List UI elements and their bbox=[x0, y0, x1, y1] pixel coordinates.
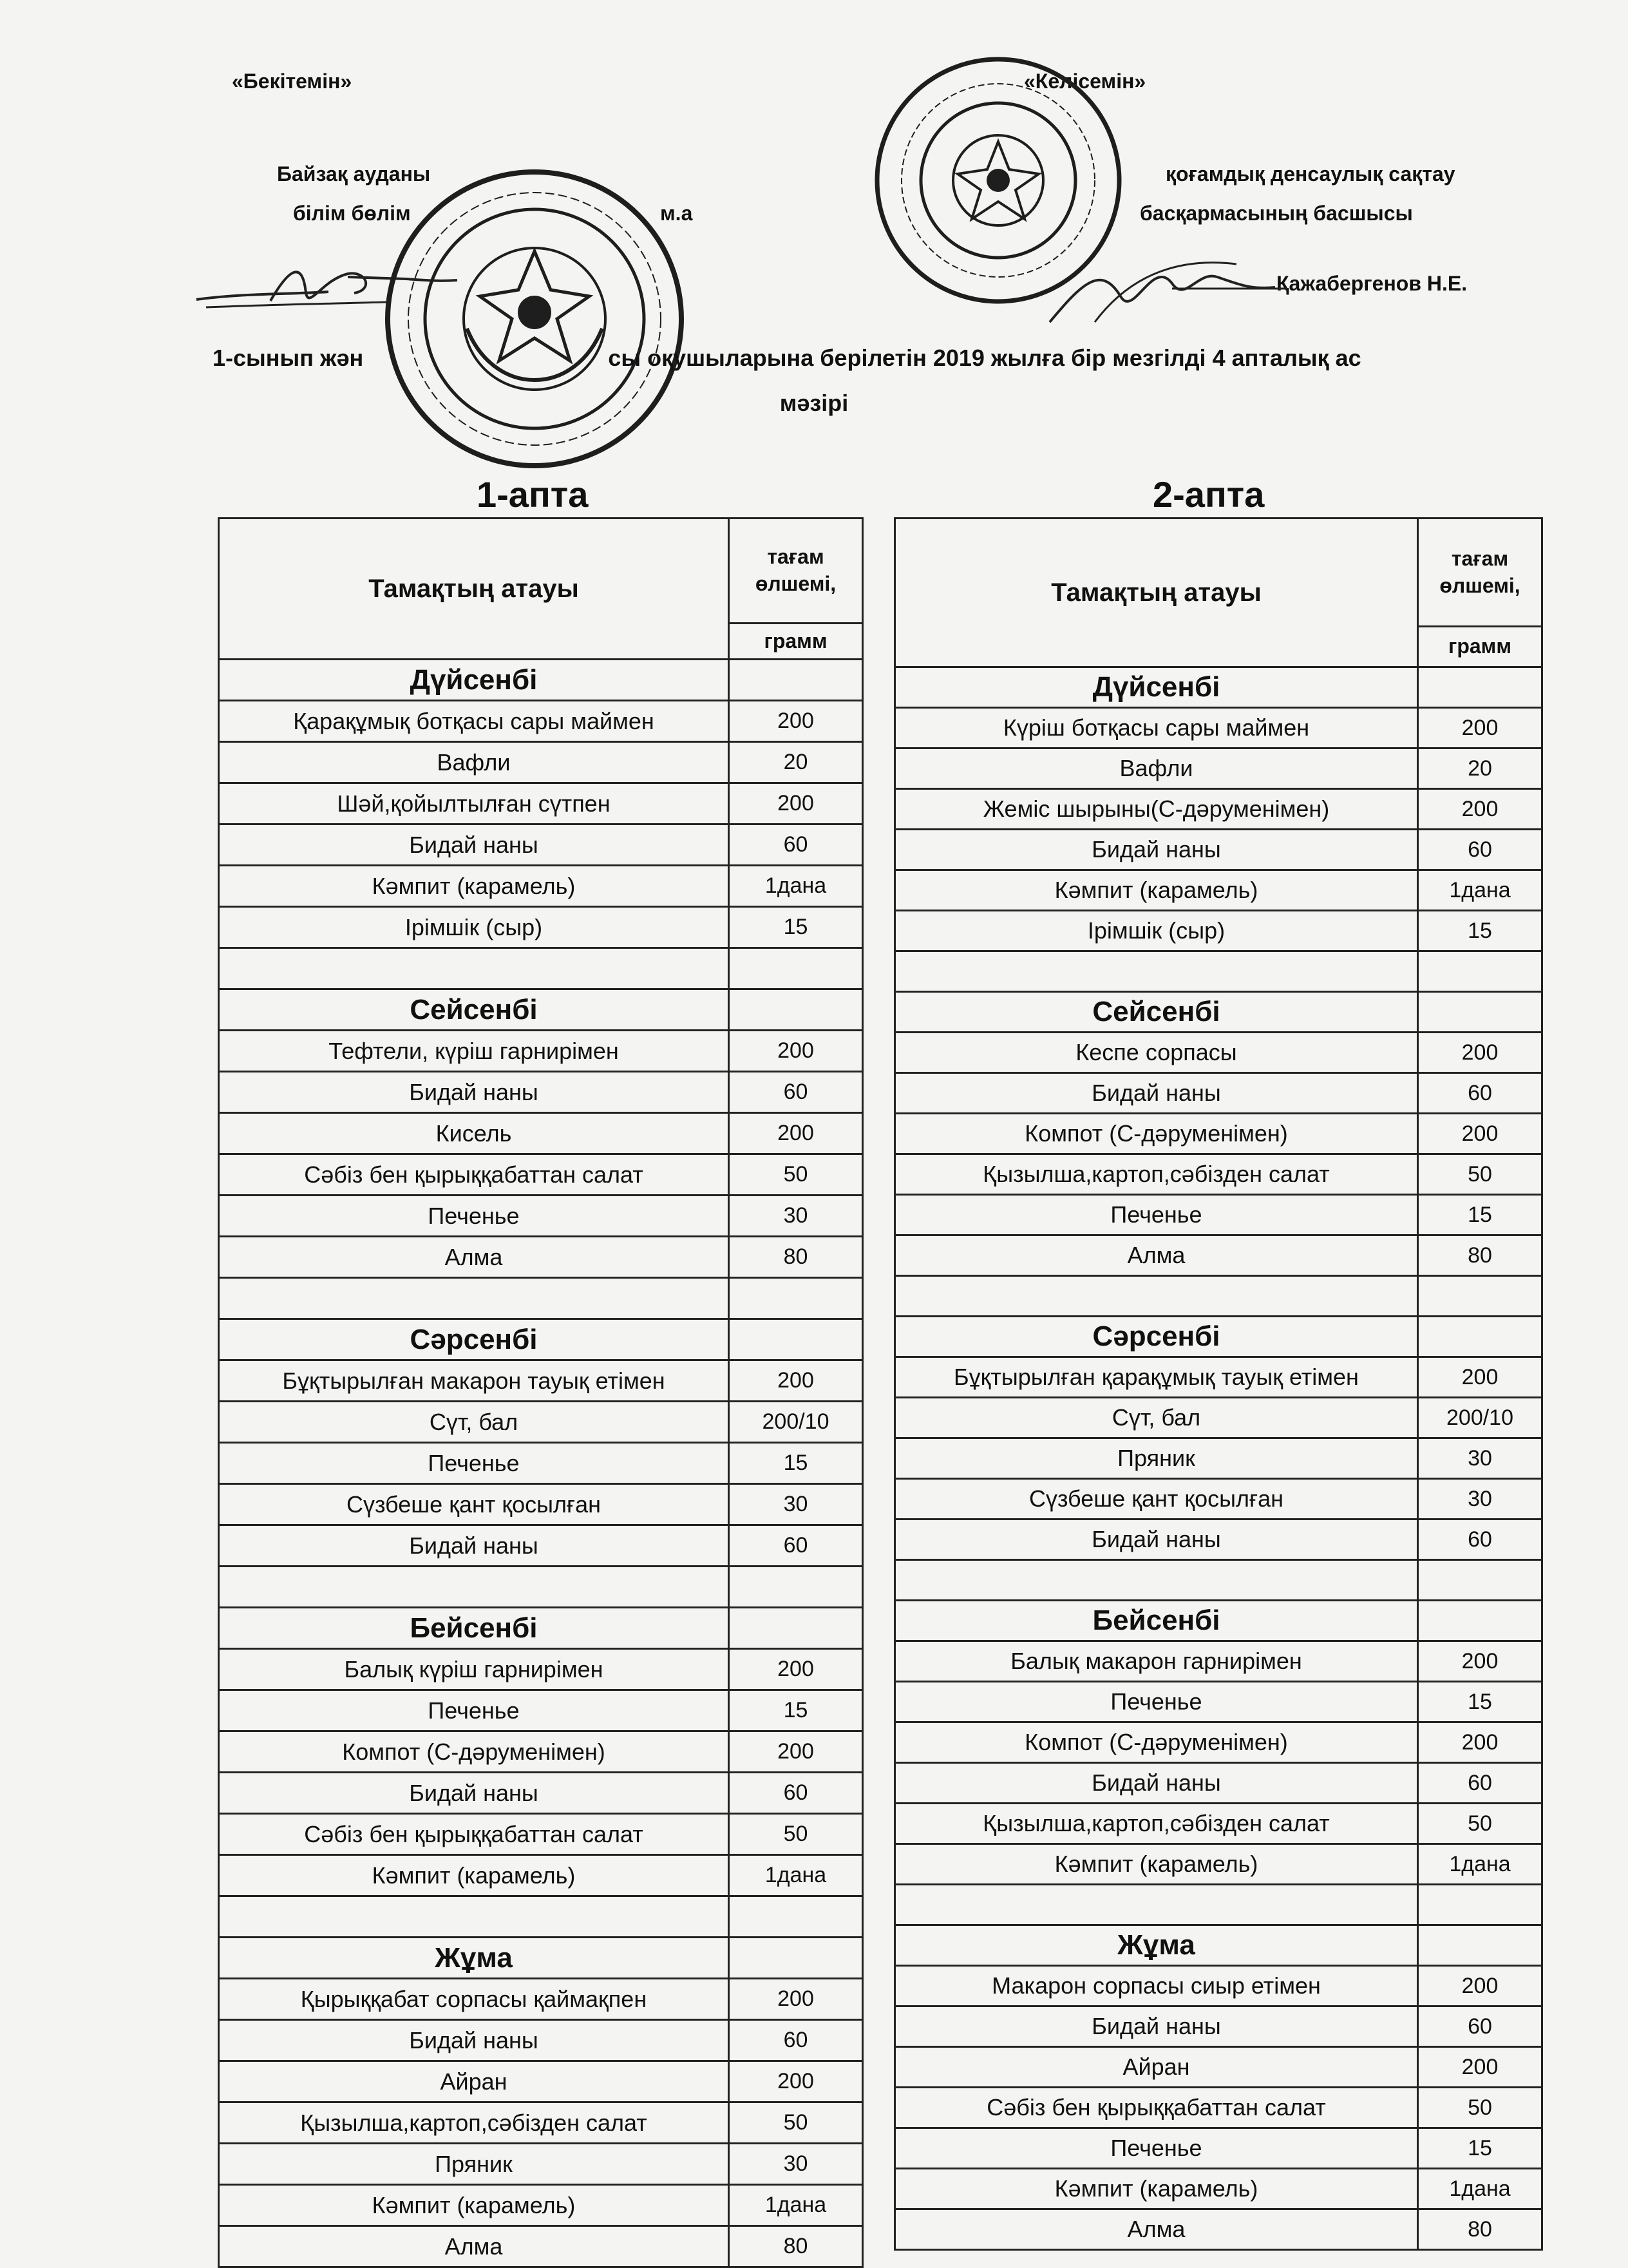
menu-item-portion: 50 bbox=[729, 1154, 863, 1196]
menu-item-portion: 15 bbox=[729, 1443, 863, 1484]
approver-org-suffix: м.а bbox=[660, 202, 693, 225]
day-empty-cell bbox=[729, 989, 863, 1031]
menu-item-name: Бидай наны bbox=[219, 1773, 729, 1814]
right-seal-stamp bbox=[873, 55, 1124, 306]
title-part2: сы оқушыларына берілетін 2019 жылға бір мезгілді 4 апталық ас bbox=[608, 345, 1361, 371]
menu-item-portion: 200 bbox=[729, 2061, 863, 2102]
menu-item-row bbox=[895, 1398, 1542, 1438]
menu-item-row bbox=[219, 2144, 863, 2185]
menu-item-row bbox=[895, 1235, 1542, 1276]
menu-item-name: Макарон сорпасы сиыр етімен bbox=[895, 1966, 1418, 2006]
empty-cell bbox=[1418, 1560, 1542, 1601]
menu-item-name: Бидай наны bbox=[895, 1073, 1418, 1114]
menu-item-row bbox=[219, 1855, 863, 1896]
empty-cell bbox=[895, 1276, 1418, 1317]
menu-item-portion: 1дана bbox=[729, 2185, 863, 2226]
menu-item-name: Печенье bbox=[895, 1682, 1418, 1722]
menu-item-name: Бидай наны bbox=[219, 824, 729, 866]
menu-item-name: Сүт, бал bbox=[895, 1398, 1418, 1438]
day-empty-cell bbox=[729, 660, 863, 701]
menu-item-row bbox=[219, 1031, 863, 1072]
menu-item-portion: 20 bbox=[1418, 748, 1542, 789]
menu-item-name: Пряник bbox=[895, 1438, 1418, 1479]
empty-cell bbox=[1418, 951, 1542, 992]
menu-item-name: Печенье bbox=[219, 1690, 729, 1731]
menu-item-name: Кәмпит (карамель) bbox=[219, 866, 729, 907]
menu-item-row bbox=[219, 1402, 863, 1443]
menu-item-row bbox=[895, 1033, 1542, 1073]
menu-item-name: Алма bbox=[219, 2226, 729, 2267]
day-name: Сәрсенбі bbox=[219, 1319, 729, 1360]
menu-item-portion: 200 bbox=[1418, 1033, 1542, 1073]
day-name: Дүйсенбі bbox=[219, 660, 729, 701]
menu-item-row bbox=[219, 1154, 863, 1196]
menu-item-portion: 50 bbox=[1418, 1154, 1542, 1195]
header-dish-name: Тамақтың атауы bbox=[219, 519, 729, 660]
menu-item-portion: 60 bbox=[729, 1773, 863, 1814]
menu-item-name: Қырыққабат сорпасы қаймақпен bbox=[219, 1979, 729, 2020]
menu-item-row bbox=[219, 1484, 863, 1525]
menu-item-portion: 200 bbox=[1418, 1641, 1542, 1682]
menu-item-name: Кисель bbox=[219, 1113, 729, 1154]
menu-item-name: Тефтели, күріш гарнирімен bbox=[219, 1031, 729, 1072]
menu-item-portion: 200 bbox=[729, 1360, 863, 1402]
menu-item-portion: 15 bbox=[729, 907, 863, 948]
menu-item-portion: 30 bbox=[1418, 1438, 1542, 1479]
menu-item-name: Алма bbox=[895, 2209, 1418, 2250]
menu-item-portion: 50 bbox=[1418, 1804, 1542, 1844]
menu-item-name: Печенье bbox=[219, 1196, 729, 1237]
menu-item-portion: 200 bbox=[1418, 708, 1542, 748]
menu-item-portion: 80 bbox=[729, 2226, 863, 2267]
day-row bbox=[219, 660, 863, 701]
day-name: Жұма bbox=[895, 1925, 1418, 1966]
menu-item-portion: 30 bbox=[729, 1196, 863, 1237]
empty-cell bbox=[219, 948, 729, 989]
menu-item-row bbox=[219, 783, 863, 824]
menu-item-name: Алма bbox=[895, 1235, 1418, 1276]
document-title-line1 bbox=[213, 345, 1361, 372]
menu-item-portion: 60 bbox=[729, 1072, 863, 1113]
menu-item-name: Бидай наны bbox=[895, 830, 1418, 870]
approve-label: «Бекітемін» bbox=[232, 70, 352, 93]
empty-cell bbox=[729, 948, 863, 989]
menu-item-row bbox=[219, 2226, 863, 2267]
menu-item-row bbox=[219, 1237, 863, 1278]
day-empty-cell bbox=[1418, 667, 1542, 708]
day-name: Сәрсенбі bbox=[895, 1317, 1418, 1357]
menu-item-row bbox=[219, 1979, 863, 2020]
spacer-row bbox=[895, 1885, 1542, 1925]
menu-item-name: Бидай наны bbox=[895, 1520, 1418, 1560]
menu-item-name: Сүт, бал bbox=[219, 1402, 729, 1443]
menu-item-portion: 50 bbox=[729, 2102, 863, 2144]
menu-item-name: Вафли bbox=[895, 748, 1418, 789]
menu-item-portion: 60 bbox=[729, 824, 863, 866]
menu-item-portion: 1дана bbox=[1418, 2169, 1542, 2209]
menu-item-portion: 200 bbox=[729, 701, 863, 742]
empty-cell bbox=[219, 1896, 729, 1938]
menu-item-portion: 200 bbox=[1418, 2047, 1542, 2088]
menu-item-name: Кәмпит (карамель) bbox=[219, 1855, 729, 1896]
menu-item-portion: 15 bbox=[1418, 1195, 1542, 1235]
menu-item-name: Вафли bbox=[219, 742, 729, 783]
menu-item-portion: 60 bbox=[1418, 1763, 1542, 1804]
menu-item-name: Компот (С-дәруменімен) bbox=[895, 1114, 1418, 1154]
menu-item-name: Бидай наны bbox=[219, 1072, 729, 1113]
menu-item-row bbox=[895, 1195, 1542, 1235]
menu-item-row bbox=[895, 2169, 1542, 2209]
menu-item-row bbox=[895, 1154, 1542, 1195]
menu-item-name: Печенье bbox=[895, 1195, 1418, 1235]
menu-item-row bbox=[895, 2006, 1542, 2047]
menu-item-name: Бидай наны bbox=[219, 2020, 729, 2061]
spacer-row bbox=[219, 1567, 863, 1608]
menu-item-portion: 200 bbox=[729, 1031, 863, 1072]
menu-item-name: Айран bbox=[895, 2047, 1418, 2088]
menu-item-portion: 1дана bbox=[1418, 870, 1542, 911]
day-row bbox=[895, 1601, 1542, 1641]
menu-item-name: Бұқтырылған макарон тауық етімен bbox=[219, 1360, 729, 1402]
day-empty-cell bbox=[1418, 1317, 1542, 1357]
menu-item-portion: 200 bbox=[1418, 789, 1542, 830]
menu-item-portion: 60 bbox=[729, 2020, 863, 2061]
menu-item-name: Пряник bbox=[219, 2144, 729, 2185]
menu-item-name: Бидай наны bbox=[895, 1763, 1418, 1804]
menu-item-portion: 15 bbox=[1418, 1682, 1542, 1722]
day-name: Сейсенбі bbox=[219, 989, 729, 1031]
menu-item-portion: 200 bbox=[1418, 1966, 1542, 2006]
menu-item-name: Компот (С-дәруменімен) bbox=[895, 1722, 1418, 1763]
day-empty-cell bbox=[1418, 1925, 1542, 1966]
menu-item-name: Қарақұмық ботқасы сары маймен bbox=[219, 701, 729, 742]
menu-item-name: Сәбіз бен қырыққабаттан салат bbox=[895, 2088, 1418, 2128]
empty-cell bbox=[219, 1278, 729, 1319]
menu-item-portion: 200/10 bbox=[729, 1402, 863, 1443]
menu-item-row bbox=[219, 742, 863, 783]
menu-item-row bbox=[895, 2209, 1542, 2250]
header-dish-name: Тамақтың атауы bbox=[895, 519, 1418, 667]
document-title-line2: мәзірі bbox=[779, 390, 849, 416]
menu-item-name: Печенье bbox=[219, 1443, 729, 1484]
menu-item-portion: 1дана bbox=[729, 866, 863, 907]
menu-item-portion: 200 bbox=[729, 1979, 863, 2020]
spacer-row bbox=[895, 1560, 1542, 1601]
menu-item-portion: 200 bbox=[729, 1649, 863, 1690]
agreer-org-line2: басқармасының басшысы bbox=[1140, 202, 1413, 225]
empty-cell bbox=[729, 1567, 863, 1608]
menu-item-row bbox=[219, 1731, 863, 1773]
header-portion-size: тағам өлшемі, bbox=[729, 519, 863, 624]
menu-item-row bbox=[219, 1072, 863, 1113]
header-unit-gram: грамм bbox=[729, 624, 863, 660]
menu-item-row bbox=[219, 2185, 863, 2226]
menu-item-portion: 30 bbox=[729, 2144, 863, 2185]
day-row bbox=[219, 1608, 863, 1649]
spacer-row bbox=[219, 948, 863, 989]
menu-item-name: Бұқтырылған қарақұмық тауық етімен bbox=[895, 1357, 1418, 1398]
menu-item-row bbox=[895, 2047, 1542, 2088]
day-row bbox=[219, 1938, 863, 1979]
menu-item-portion: 80 bbox=[1418, 2209, 1542, 2250]
menu-item-row bbox=[219, 2061, 863, 2102]
menu-item-name: Сүзбеше қант қосылған bbox=[219, 1484, 729, 1525]
menu-item-row bbox=[219, 2020, 863, 2061]
menu-item-row bbox=[895, 1844, 1542, 1885]
menu-item-portion: 1дана bbox=[729, 1855, 863, 1896]
approver-org-line2: білім бөлім bbox=[293, 202, 411, 225]
spacer-row bbox=[219, 1896, 863, 1938]
day-row bbox=[219, 1319, 863, 1360]
menu-item-name: Күріш ботқасы сары маймен bbox=[895, 708, 1418, 748]
empty-cell bbox=[729, 1278, 863, 1319]
menu-item-row bbox=[895, 1804, 1542, 1844]
day-name: Жұма bbox=[219, 1938, 729, 1979]
menu-item-name: Ірімшік (сыр) bbox=[219, 907, 729, 948]
left-seal-stamp bbox=[383, 167, 686, 470]
header-unit-gram: грамм bbox=[1418, 627, 1542, 667]
menu-item-name: Кәмпит (карамель) bbox=[895, 1844, 1418, 1885]
approver-org-line1: Байзақ ауданы bbox=[277, 162, 431, 186]
menu-item-name: Жеміс шырыны(С-дәруменімен) bbox=[895, 789, 1418, 830]
menu-item-row bbox=[895, 1966, 1542, 2006]
menu-item-name: Кәмпит (карамель) bbox=[895, 870, 1418, 911]
menu-item-portion: 200 bbox=[1418, 1114, 1542, 1154]
menu-item-row bbox=[219, 1814, 863, 1855]
menu-item-row bbox=[895, 1682, 1542, 1722]
menu-item-name: Кеспе сорпасы bbox=[895, 1033, 1418, 1073]
menu-item-portion: 80 bbox=[729, 1237, 863, 1278]
day-row bbox=[895, 667, 1542, 708]
empty-cell bbox=[219, 1567, 729, 1608]
empty-cell bbox=[895, 951, 1418, 992]
day-row bbox=[895, 992, 1542, 1033]
menu-item-portion: 200 bbox=[729, 1113, 863, 1154]
header-portion-size: тағам өлшемі, bbox=[1418, 519, 1542, 627]
menu-item-row bbox=[895, 911, 1542, 951]
menu-item-row bbox=[219, 1113, 863, 1154]
menu-item-name: Қызылша,картоп,сәбізден салат bbox=[219, 2102, 729, 2144]
day-name: Сейсенбі bbox=[895, 992, 1418, 1033]
empty-cell bbox=[1418, 1276, 1542, 1317]
day-row bbox=[219, 989, 863, 1031]
menu-item-row bbox=[895, 708, 1542, 748]
day-row bbox=[895, 1317, 1542, 1357]
menu-item-portion: 60 bbox=[729, 1525, 863, 1567]
empty-cell bbox=[729, 1896, 863, 1938]
agree-label: «Келісемін» bbox=[1024, 70, 1146, 93]
week1-title: 1-апта bbox=[477, 474, 589, 515]
menu-item-portion: 80 bbox=[1418, 1235, 1542, 1276]
agreer-org-line1: қоғамдық денсаулық сақтау bbox=[1166, 162, 1455, 186]
empty-cell bbox=[895, 1885, 1418, 1925]
menu-item-name: Сәбіз бен қырыққабаттан салат bbox=[219, 1154, 729, 1196]
menu-item-name: Шәй,қойылтылған сүтпен bbox=[219, 783, 729, 824]
menu-item-name: Печенье bbox=[895, 2128, 1418, 2169]
menu-item-row bbox=[895, 1763, 1542, 1804]
menu-item-row bbox=[895, 1114, 1542, 1154]
menu-item-row bbox=[895, 1641, 1542, 1682]
menu-item-row bbox=[895, 1073, 1542, 1114]
menu-item-portion: 1дана bbox=[1418, 1844, 1542, 1885]
menu-item-name: Сәбіз бен қырыққабаттан салат bbox=[219, 1814, 729, 1855]
empty-cell bbox=[895, 1560, 1418, 1601]
menu-item-portion: 200/10 bbox=[1418, 1398, 1542, 1438]
menu-item-row bbox=[219, 1649, 863, 1690]
day-empty-cell bbox=[729, 1319, 863, 1360]
day-empty-cell bbox=[1418, 1601, 1542, 1641]
menu-item-portion: 30 bbox=[729, 1484, 863, 1525]
menu-item-name: Айран bbox=[219, 2061, 729, 2102]
menu-item-row bbox=[219, 1773, 863, 1814]
menu-item-row bbox=[219, 1196, 863, 1237]
menu-item-row bbox=[895, 748, 1542, 789]
day-name: Бейсенбі bbox=[895, 1601, 1418, 1641]
menu-item-row bbox=[895, 1479, 1542, 1520]
menu-item-name: Ірімшік (сыр) bbox=[895, 911, 1418, 951]
menu-item-row bbox=[895, 1520, 1542, 1560]
menu-item-row bbox=[219, 1360, 863, 1402]
menu-item-name: Бидай наны bbox=[895, 2006, 1418, 2047]
menu-item-name: Балық макарон гарнирімен bbox=[895, 1641, 1418, 1682]
menu-item-portion: 15 bbox=[729, 1690, 863, 1731]
menu-item-name: Кәмпит (карамель) bbox=[895, 2169, 1418, 2209]
menu-item-portion: 200 bbox=[729, 1731, 863, 1773]
menu-item-portion: 60 bbox=[1418, 2006, 1542, 2047]
menu-item-row bbox=[219, 907, 863, 948]
day-empty-cell bbox=[1418, 992, 1542, 1033]
menu-item-name: Кәмпит (карамель) bbox=[219, 2185, 729, 2226]
empty-cell bbox=[1418, 1885, 1542, 1925]
menu-item-portion: 30 bbox=[1418, 1479, 1542, 1520]
menu-item-row bbox=[895, 789, 1542, 830]
table-header-row bbox=[219, 519, 863, 624]
menu-item-row bbox=[219, 1443, 863, 1484]
menu-item-row bbox=[895, 1438, 1542, 1479]
menu-item-portion: 200 bbox=[1418, 1357, 1542, 1398]
menu-item-portion: 50 bbox=[729, 1814, 863, 1855]
week2-menu-table bbox=[894, 517, 1543, 2251]
menu-item-name: Қызылша,картоп,сәбізден салат bbox=[895, 1804, 1418, 1844]
menu-item-name: Сүзбеше қант қосылған bbox=[895, 1479, 1418, 1520]
menu-item-row bbox=[219, 1525, 863, 1567]
menu-item-row bbox=[895, 1722, 1542, 1763]
menu-item-name: Қызылша,картоп,сәбізден салат bbox=[895, 1154, 1418, 1195]
table-header-row bbox=[895, 519, 1542, 627]
menu-item-row bbox=[219, 824, 863, 866]
menu-item-portion: 60 bbox=[1418, 1520, 1542, 1560]
spacer-row bbox=[219, 1278, 863, 1319]
menu-item-name: Бидай наны bbox=[219, 1525, 729, 1567]
menu-item-name: Алма bbox=[219, 1237, 729, 1278]
menu-item-row bbox=[895, 2088, 1542, 2128]
day-empty-cell bbox=[729, 1938, 863, 1979]
menu-item-row bbox=[219, 2102, 863, 2144]
menu-item-portion: 200 bbox=[729, 783, 863, 824]
menu-item-row bbox=[219, 866, 863, 907]
menu-item-portion: 15 bbox=[1418, 2128, 1542, 2169]
menu-item-row bbox=[895, 870, 1542, 911]
menu-item-portion: 200 bbox=[1418, 1722, 1542, 1763]
menu-item-row bbox=[219, 701, 863, 742]
menu-item-row bbox=[219, 1690, 863, 1731]
menu-item-name: Балық күріш гарнирімен bbox=[219, 1649, 729, 1690]
spacer-row bbox=[895, 951, 1542, 992]
day-name: Дүйсенбі bbox=[895, 667, 1418, 708]
menu-item-portion: 20 bbox=[729, 742, 863, 783]
day-empty-cell bbox=[729, 1608, 863, 1649]
menu-item-row bbox=[895, 1357, 1542, 1398]
menu-item-row bbox=[895, 830, 1542, 870]
menu-item-portion: 50 bbox=[1418, 2088, 1542, 2128]
day-row bbox=[895, 1925, 1542, 1966]
menu-item-portion: 60 bbox=[1418, 1073, 1542, 1114]
agreer-signer-name: Қажабергенов Н.Е. bbox=[1276, 272, 1468, 295]
week2-title: 2-апта bbox=[1153, 474, 1265, 515]
menu-item-portion: 60 bbox=[1418, 830, 1542, 870]
menu-item-name: Компот (С-дәруменімен) bbox=[219, 1731, 729, 1773]
week1-menu-table bbox=[218, 517, 864, 2268]
spacer-row bbox=[895, 1276, 1542, 1317]
title-part1: 1-сынып жән bbox=[213, 345, 364, 371]
menu-item-row bbox=[895, 2128, 1542, 2169]
menu-item-portion: 15 bbox=[1418, 911, 1542, 951]
day-name: Бейсенбі bbox=[219, 1608, 729, 1649]
